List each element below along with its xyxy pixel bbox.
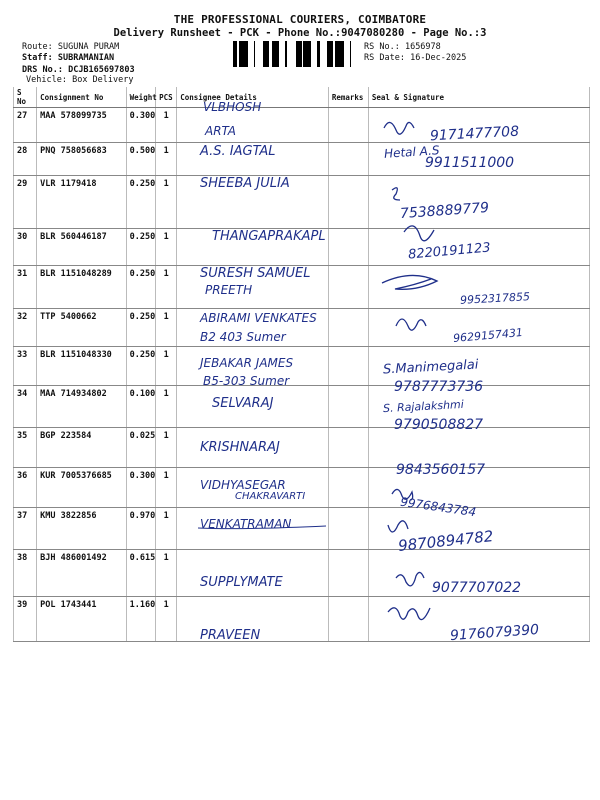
weight-cell: 0.300	[126, 468, 155, 508]
hw-r30-name: THANGAPRAKAPL	[212, 229, 326, 244]
sno-cell: 36	[14, 468, 37, 508]
runsheet-title: Delivery Runsheet - PCK - Phone No.:9047080280 - Page No.:3	[113, 27, 487, 39]
barcode-bar	[317, 41, 320, 67]
hw-r33-sig: S.Manimegalai	[382, 357, 479, 378]
barcode-bar	[332, 41, 333, 67]
barcode-bar	[243, 41, 245, 67]
remarks-cell	[328, 176, 368, 229]
hw-r37-name: VENKATRAMAN	[200, 517, 292, 531]
barcode-bar	[275, 41, 278, 67]
weight-cell: 0.250	[126, 176, 155, 229]
pcs-cell: 1	[156, 229, 177, 266]
rs-date-label: RS Date:	[364, 53, 405, 63]
hw-r34-sig: S. Rajalakshmi	[382, 397, 465, 416]
remarks-cell	[328, 468, 368, 508]
remarks-cell	[328, 229, 368, 266]
consignment-cell: MAA 714934802	[37, 386, 127, 428]
table-row	[14, 386, 590, 428]
barcode-bar	[236, 41, 237, 67]
remarks-cell	[328, 508, 368, 550]
hw-r32-name2: B2 403 Sumer	[200, 330, 286, 344]
barcode-bar	[327, 41, 329, 67]
hw-r31-phone: 9952317855	[459, 290, 531, 307]
consignment-cell: MAA 578099735	[37, 108, 127, 143]
staff-line	[22, 53, 114, 63]
consignment-cell: KUR 7005376685	[37, 468, 127, 508]
hw-r39-phone: 9176079390	[449, 621, 540, 645]
barcode-bar	[303, 41, 305, 67]
hw-r28-sig: Hetal A.S	[383, 143, 440, 161]
consignment-cell: BLR 1151048289	[37, 266, 127, 309]
header-consignee: Consignee Details	[177, 87, 329, 108]
hw-r32-name1: ABIRAMI VENKATES	[200, 311, 317, 325]
barcode-bar	[239, 41, 242, 67]
pcs-cell: 1	[156, 508, 177, 550]
consignment-cell: TTP 5400662	[37, 309, 127, 347]
barcode-bar	[305, 41, 308, 67]
hw-r29-name: SHEEBA JULIA	[200, 176, 290, 191]
remarks-cell	[328, 309, 368, 347]
weight-cell: 0.250	[126, 309, 155, 347]
consignment-cell: BLR 560446187	[37, 229, 127, 266]
barcode-bar	[266, 41, 267, 67]
hw-r33-phone: 9787773736	[394, 379, 484, 395]
route-value: SUGUNA PURAM	[57, 42, 120, 52]
sno-cell: 38	[14, 550, 37, 597]
barcode-bar	[338, 41, 339, 67]
hw-r27-name1: VLBHOSH	[203, 100, 262, 114]
hw-r27-phone: 9171477708	[429, 123, 520, 145]
table-row	[14, 347, 590, 386]
consignment-cell: BGP 223584	[37, 428, 127, 468]
hw-r29-phone: 7538889779	[399, 199, 490, 223]
hw-r28-name: A.S. IAGTAL	[200, 144, 276, 159]
rs-date-value: 16-Dec-2025	[410, 53, 467, 63]
consignment-cell: POL 1743441	[37, 597, 127, 642]
hw-r32-phone: 9629157431	[452, 325, 524, 346]
barcode-bar	[296, 41, 297, 67]
route-line	[22, 42, 119, 52]
header-pcs: PCS	[156, 87, 177, 108]
table-row	[14, 428, 590, 468]
pcs-cell: 1	[156, 428, 177, 468]
weight-cell: 0.970	[126, 508, 155, 550]
pcs-cell: 1	[156, 143, 177, 176]
weight-cell: 0.250	[126, 347, 155, 386]
weight-cell: 1.160	[126, 597, 155, 642]
hw-r38-name: SUPPLYMATE	[200, 575, 283, 590]
sno-cell: 31	[14, 266, 37, 309]
barcode-bar	[329, 41, 332, 67]
pcs-cell: 1	[156, 468, 177, 508]
hw-r36-name2: CHAKRAVARTI	[235, 491, 306, 502]
hw-r34-phone: 9790508827	[394, 417, 484, 433]
hw-r36-name1: VIDHYASEGAR	[200, 478, 286, 492]
remarks-cell	[328, 266, 368, 309]
remarks-cell	[328, 597, 368, 642]
header-sno: S No	[14, 87, 37, 108]
drs-line	[22, 65, 135, 75]
barcode-bar	[299, 41, 302, 67]
hw-r31-name1: SURESH SAMUEL	[200, 266, 311, 281]
rs-no-line	[364, 42, 441, 52]
barcode-bar	[339, 41, 341, 67]
weight-cell: 0.615	[126, 550, 155, 597]
hw-r33-name2: B5-303 Sumer	[203, 374, 290, 388]
hw-r28-phone: 9911511000	[425, 155, 515, 171]
weight-cell: 0.025	[126, 428, 155, 468]
pcs-cell: 1	[156, 176, 177, 229]
hw-r38-phone: 9077707022	[432, 580, 522, 596]
remarks-cell	[328, 347, 368, 386]
hw-r37-phone: 9870894782	[397, 527, 495, 555]
sno-cell: 27	[14, 108, 37, 143]
staff-label: Staff:	[22, 53, 53, 63]
header-consignment: Consignment No	[37, 87, 127, 108]
consignment-cell: BLR 1151048330	[37, 347, 127, 386]
hw-r33-name1: JEBAKAR JAMES	[200, 356, 294, 370]
hw-r35-name: KRISHNARAJ	[200, 440, 280, 455]
hw-r31-name2: PREETH	[205, 283, 253, 297]
pcs-cell: 1	[156, 550, 177, 597]
sno-cell: 28	[14, 143, 37, 176]
vehicle-label: Vehicle:	[26, 75, 67, 85]
sno-cell: 30	[14, 229, 37, 266]
sno-cell: 35	[14, 428, 37, 468]
sno-cell: 32	[14, 309, 37, 347]
barcode-bar	[350, 41, 351, 67]
remarks-cell	[328, 428, 368, 468]
drs-label: DRS No.:	[22, 65, 63, 75]
sno-cell: 33	[14, 347, 37, 386]
barcode-bar	[278, 41, 279, 67]
vehicle-value: Box Delivery	[72, 75, 134, 85]
hw-r39-name: PRAVEEN	[200, 628, 261, 643]
rs-no-value: 1656978	[404, 42, 441, 52]
route-label: Route:	[22, 42, 53, 52]
hw-r35-phone: 9843560157	[396, 462, 486, 478]
weight-cell: 0.500	[126, 143, 155, 176]
hw-r34-name: SELVARAJ	[212, 396, 274, 411]
barcode-bar	[297, 41, 299, 67]
consignment-cell: VLR 1179418	[37, 176, 127, 229]
barcode-bar	[254, 41, 255, 67]
consignment-cell: KMU 3822856	[37, 508, 127, 550]
pcs-cell: 1	[156, 597, 177, 642]
sno-cell: 34	[14, 386, 37, 428]
barcode-bar	[272, 41, 273, 67]
barcode-bar	[263, 41, 266, 67]
hw-r36-phone: 9976843784	[399, 494, 477, 520]
barcode-bar	[285, 41, 287, 67]
consignment-cell: PNQ 758056683	[37, 143, 127, 176]
barcode-bar	[341, 41, 344, 67]
barcode-bar	[242, 41, 243, 67]
hw-r27-name2: ARTA	[205, 124, 236, 138]
pcs-cell: 1	[156, 309, 177, 347]
pcs-cell: 1	[156, 386, 177, 428]
barcode-bar	[273, 41, 275, 67]
vehicle-line	[26, 75, 134, 85]
table-row	[14, 176, 590, 229]
header-weight: Weight	[126, 87, 155, 108]
pcs-cell: 1	[156, 108, 177, 143]
table-header-row	[14, 87, 590, 108]
remarks-cell	[328, 550, 368, 597]
weight-cell: 0.300	[126, 108, 155, 143]
barcode-bar	[267, 41, 269, 67]
rs-date-line	[364, 53, 466, 63]
hw-r30-phone: 8220191123	[407, 240, 492, 263]
sno-cell: 29	[14, 176, 37, 229]
table-row	[14, 508, 590, 550]
rs-no-label: RS No.:	[364, 42, 400, 52]
header-signature: Seal & Signature	[368, 87, 589, 108]
weight-cell: 0.250	[126, 266, 155, 309]
barcode-bar	[245, 41, 248, 67]
sno-cell: 37	[14, 508, 37, 550]
drs-barcode	[233, 41, 358, 67]
weight-cell: 0.250	[126, 229, 155, 266]
barcode-bar	[233, 41, 236, 67]
remarks-cell	[328, 386, 368, 428]
weight-cell: 0.100	[126, 386, 155, 428]
pcs-cell: 1	[156, 347, 177, 386]
consignment-cell: BJH 486001492	[37, 550, 127, 597]
remarks-cell	[328, 143, 368, 176]
staff-value: SUBRAMANIAN	[57, 53, 115, 63]
barcode-bar	[309, 41, 311, 67]
company-name: THE PROFESSIONAL COURIERS, COIMBATORE	[173, 13, 427, 26]
barcode-bar	[335, 41, 338, 67]
barcode-bar	[308, 41, 309, 67]
header-remarks: Remarks	[328, 87, 368, 108]
pcs-cell: 1	[156, 266, 177, 309]
remarks-cell	[328, 108, 368, 143]
drs-value: DCJB165697803	[68, 65, 135, 75]
sno-cell: 39	[14, 597, 37, 642]
